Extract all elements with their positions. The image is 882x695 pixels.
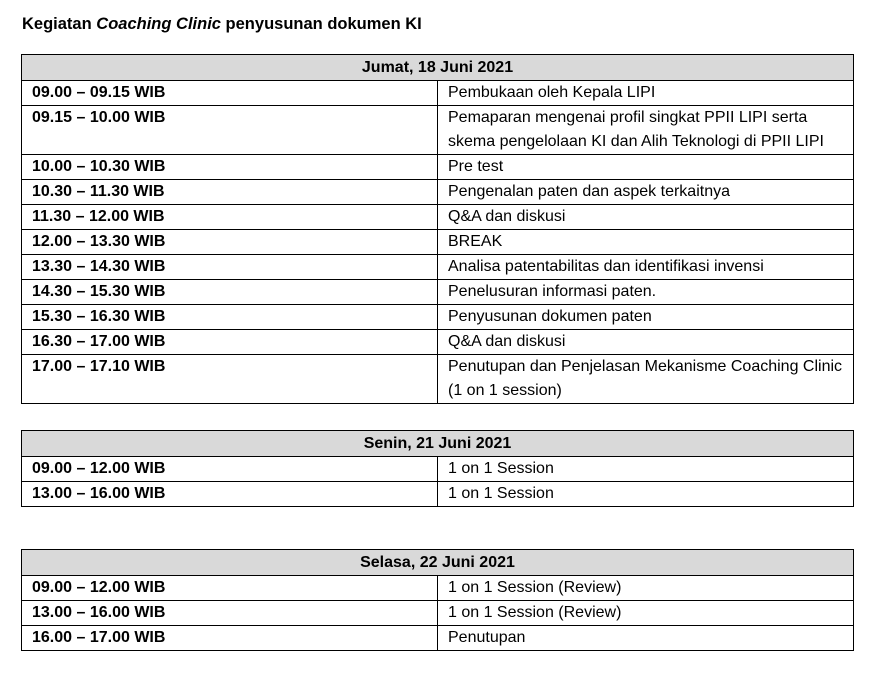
table-row: [22, 330, 854, 355]
activity-cell: Pre test: [438, 155, 854, 180]
table-row: [22, 305, 854, 330]
activity-cell: Pembukaan oleh Kepala LIPI: [438, 81, 854, 106]
activity-cell: Penutupan: [438, 626, 854, 651]
day-header: Selasa, 22 Juni 2021: [22, 550, 854, 576]
time-cell: 13.00 – 16.00 WIB: [22, 482, 438, 507]
table-row: [22, 81, 854, 106]
activity-cell: 1 on 1 Session (Review): [438, 601, 854, 626]
time-cell: 10.30 – 11.30 WIB: [22, 180, 438, 205]
table-row: [22, 457, 854, 482]
title-prefix: Kegiatan: [22, 15, 97, 33]
activity-cell: Pemaparan mengenai profil singkat PPII LIPI serta skema pengelolaan KI dan Alih Teknologi di PPII LIPI: [438, 106, 854, 155]
table-row: [22, 155, 854, 180]
table-row: [22, 106, 854, 155]
activity-cell: Q&A dan diskusi: [438, 330, 854, 355]
table-row: [22, 482, 854, 507]
time-cell: 17.00 – 17.10 WIB: [22, 355, 438, 404]
time-cell: 12.00 – 13.30 WIB: [22, 230, 438, 255]
activity-cell: Penyusunan dokumen paten: [438, 305, 854, 330]
schedule-table-day-3: [21, 549, 854, 651]
table-row: [22, 280, 854, 305]
document-title: [22, 15, 422, 34]
table-row: [22, 601, 854, 626]
activity-cell: 1 on 1 Session (Review): [438, 576, 854, 601]
table-row: [22, 255, 854, 280]
time-cell: 10.00 – 10.30 WIB: [22, 155, 438, 180]
table-row: [22, 355, 854, 404]
time-cell: 09.00 – 12.00 WIB: [22, 457, 438, 482]
table-row: [22, 205, 854, 230]
schedule-table-day-1: [21, 54, 854, 404]
activity-cell: Penelusuran informasi paten.: [438, 280, 854, 305]
table-row: [22, 180, 854, 205]
activity-cell: Penutupan dan Penjelasan Mekanisme Coaching Clinic (1 on 1 session): [438, 355, 854, 404]
activity-cell: 1 on 1 Session: [438, 482, 854, 507]
time-cell: 09.15 – 10.00 WIB: [22, 106, 438, 155]
time-cell: 11.30 – 12.00 WIB: [22, 205, 438, 230]
day-header: Senin, 21 Juni 2021: [22, 431, 854, 457]
schedule-table-day-2: [21, 430, 854, 507]
activity-cell: 1 on 1 Session: [438, 457, 854, 482]
title-italic: Coaching Clinic: [96, 15, 221, 33]
activity-cell: Pengenalan paten dan aspek terkaitnya: [438, 180, 854, 205]
time-cell: 09.00 – 09.15 WIB: [22, 81, 438, 106]
time-cell: 14.30 – 15.30 WIB: [22, 280, 438, 305]
title-suffix: penyusunan dokumen KI: [220, 15, 422, 33]
time-cell: 13.00 – 16.00 WIB: [22, 601, 438, 626]
time-cell: 15.30 – 16.30 WIB: [22, 305, 438, 330]
activity-cell: Q&A dan diskusi: [438, 205, 854, 230]
time-cell: 09.00 – 12.00 WIB: [22, 576, 438, 601]
activity-cell: Analisa patentabilitas dan identifikasi invensi: [438, 255, 854, 280]
table-row: [22, 576, 854, 601]
table-row: [22, 230, 854, 255]
time-cell: 16.00 – 17.00 WIB: [22, 626, 438, 651]
time-cell: 16.30 – 17.00 WIB: [22, 330, 438, 355]
time-cell: 13.30 – 14.30 WIB: [22, 255, 438, 280]
table-row: [22, 626, 854, 651]
day-header: Jumat, 18 Juni 2021: [22, 55, 854, 81]
activity-cell: BREAK: [438, 230, 854, 255]
